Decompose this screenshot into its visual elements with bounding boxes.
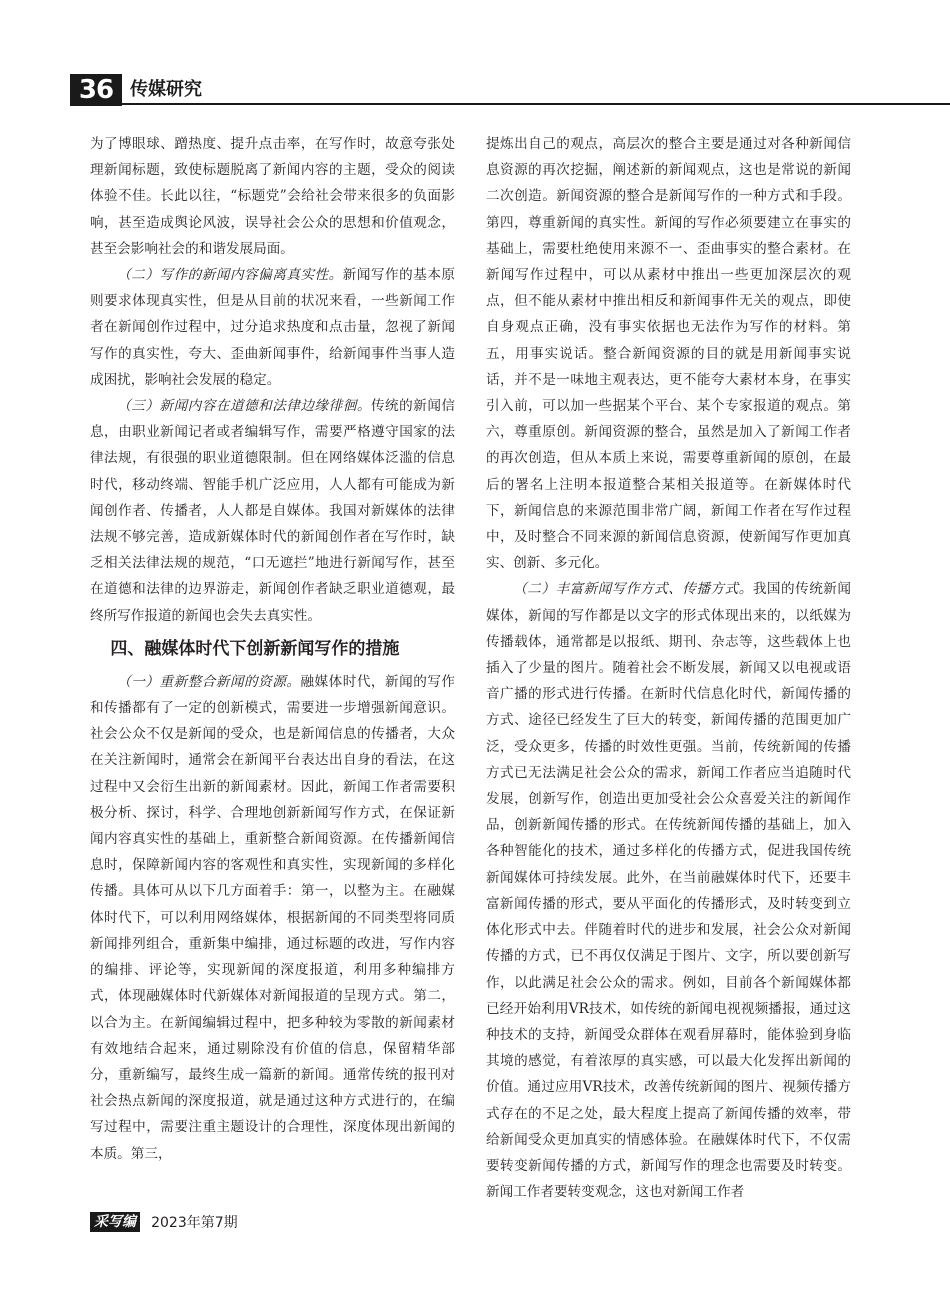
subheading: （二）写作的新闻内容偏离真实性。	[117, 267, 343, 284]
paragraph	[90, 393, 455, 629]
subheading: （三）新闻内容在道德和法律边缘徘徊。	[117, 398, 371, 415]
paragraph	[486, 576, 851, 1205]
page-header	[0, 74, 950, 106]
section-heading: 四、融媒体时代下创新新闻写作的措施	[110, 638, 400, 659]
page-number: 36	[70, 74, 122, 106]
paragraph: 提炼出自己的观点，高层次的整合主要是通过对各种新闻信息资源的再次挖掘，阐述新的新闻观点，这也是常说的新闻二次创造。新闻资源的整合是新闻写作的一种方式和手段。第四，尊重新闻的真实性。新闻的写作必须要建立在事实的基础上，需要杜绝使用来源不一、歪曲事实的整合素材。在新闻写作过程中，可以从素材中推出一些更加深层次的观点，但不能从素材中推出相反和新闻事件无关的观点，即使自身观点正确，没有事实依据也无法作为写作的材料。第五，用事实说话。整合新闻资源的目的就是用新闻事实说话，并不是一味地主观表达，更不能夸大素材本身，在事实引入前，可以加一些据某个平台、某个专家报道的观点。第六，尊重原创。新闻资源的整合，虽然是加入了新闻工作者的再次创造，但从本质上来说，需要尊重新闻的原创，在最后的署名上注明本报道整合某相关报道等。在新媒体时代下，新闻信息的来源范围非常广阔，新闻工作者在写作过程中，及时整合不同来源的新闻信息资源，使新闻写作更加真实、创新、多元化。	[486, 136, 851, 572]
issue-label: 2023年第7期	[151, 1214, 238, 1231]
right-column	[486, 131, 852, 1201]
left-column	[90, 131, 455, 1191]
paragraph-body: 传统的新闻信息，由职业新闻记者或者编辑写作，需要严格遵守国家的法律法规，有很强的职业道德限制。但在网络媒体泛滥的信息时代，移动终端、智能手机广泛应用，人人都有可能成为新闻创作者、传播者，人人都是自媒体。我国对新媒体的法律法规不够完善，造成新媒体时代的新闻创作者在写作时，缺乏相关法律法规的规范，“口无遮拦”地进行新闻写作，甚至在道德和法律的边界游走，新闻创作者缺乏职业道德观，最终所写作报道的新闻也会失去真实性。	[90, 398, 456, 624]
header-rule	[122, 103, 950, 105]
page-footer	[90, 1211, 238, 1233]
section-title: 传媒研究	[130, 79, 202, 100]
paragraph: 为了博眼球、蹭热度、提升点击率，在写作时，故意夸张处理新闻标题，致使标题脱离了新闻内容的主题，受众的阅读体验不佳。长此以往，“标题党”会给社会带来很多的负面影响，甚至造成舆论风波，误导社会公众的思想和价值观念，甚至会影响社会的和谐发展局面。	[90, 136, 455, 257]
paragraph-body: 新闻写作的基本原则要求体现真实性，但是从目前的状况来看，一些新闻工作者在新闻创作过程中，过分追求热度和点击量，忽视了新闻写作的真实性，夸大、歪曲新闻事件，给新闻事件当事人造成困扰，影响社会发展的稳定。	[90, 267, 456, 388]
subheading: （一）重新整合新闻的资源。	[117, 673, 301, 690]
paragraph	[90, 262, 455, 393]
subheading: （二）丰富新闻写作方式、传播方式。	[513, 581, 753, 598]
paragraph	[90, 669, 455, 1167]
paragraph-body: 融媒体时代，新闻的写作和传播都有了一定的创新模式，需要进一步增强新闻意识。社会公众不仅是新闻的受众，也是新闻信息的传播者，大众在关注新闻时，通常会在新闻平台表达出自身的看法，在这过程中又会衍生出新的新闻素材。因此，新闻工作者需要积极分析、探讨，科学、合理地创新新闻写作方式，在保证新闻内容真实性的基础上，重新整合新闻资源。在传播新闻信息时，保障新闻内容的客观性和真实性，实现新闻的多样化传播。具体可从以下几方面着手：第一，以整为主。在融媒体时代下，可以利用网络媒体，根据新闻的不同类型将同质新闻排列组合，重新集中编排，通过标题的改进，写作内容的编排、评论等，实现新闻的深度报道，利用多种编排方式，体现融媒体时代新媒体对新闻报道的呈现方式。第二，以合为主。在新闻编辑过程中，把多种较为零散的新闻素材有效地结合起来，通过剔除没有价值的信息，保留精华部分，重新编写，最终生成一篇新的新闻。通常传统的报刊对社会热点新闻的深度报道，就是通过这种方式进行的，在编写过程中，需要注重主题设计的合理性，深度体现出新闻的本质。第三，	[90, 673, 456, 1162]
paragraph-body: 我国的传统新闻媒体，新闻的写作都是以文字的形式体现出来的，以纸媒为传播载体，通常都是以报纸、期刊、杂志等，这些载体上也插入了少量的图片。随着社会不断发展，新闻又以电视或语音广播的形式进行传播。在新时代信息化时代，新闻传播的方式、途径已经发生了巨大的转变，新闻传播的范围更加广泛，受众更多，传播的时效性更强。当前，传统新闻的传播方式已无法满足社会公众的需求，新闻工作者应当追随时代发展，创新写作，创造出更加受社会公众喜爱关注的新闻作品，创新新闻传播的形式。在传统新闻传播的基础上，加入各种智能化的技术，通过多样化的传播方式，促进我国传统新闻媒体可持续发展。此外，在当前融媒体时代下，还要丰富新闻传播的形式，要从平面化的传播形式，及时转变到立体化形式中去。伴随着时代的进步和发展，社会公众对新闻传播的方式，已不再仅仅满足于图片、文字，所以要创新写作，以此满足社会公众的需求。例如，目前各个新闻媒体都已经开始利用VR技术，如传统的新闻电视视频播报，通过这种技术的支持，新闻受众群体在观看屏幕时，能体验到身临其境的感觉，有着浓厚的真实感，可以最大化发挥出新闻的价值。通过应用VR技术，改善传统新闻的图片、视频传播方式存在的不足之处，最大程度上提高了新闻传播的效率，带给新闻受众更加真实的情感体验。在融媒体时代下，不仅需要转变新闻传播的方式，新闻写作的理念也需要及时转变。新闻工作者要转变观念，这也对新闻工作者	[486, 581, 852, 1201]
journal-logo: 采写编	[90, 1212, 140, 1232]
